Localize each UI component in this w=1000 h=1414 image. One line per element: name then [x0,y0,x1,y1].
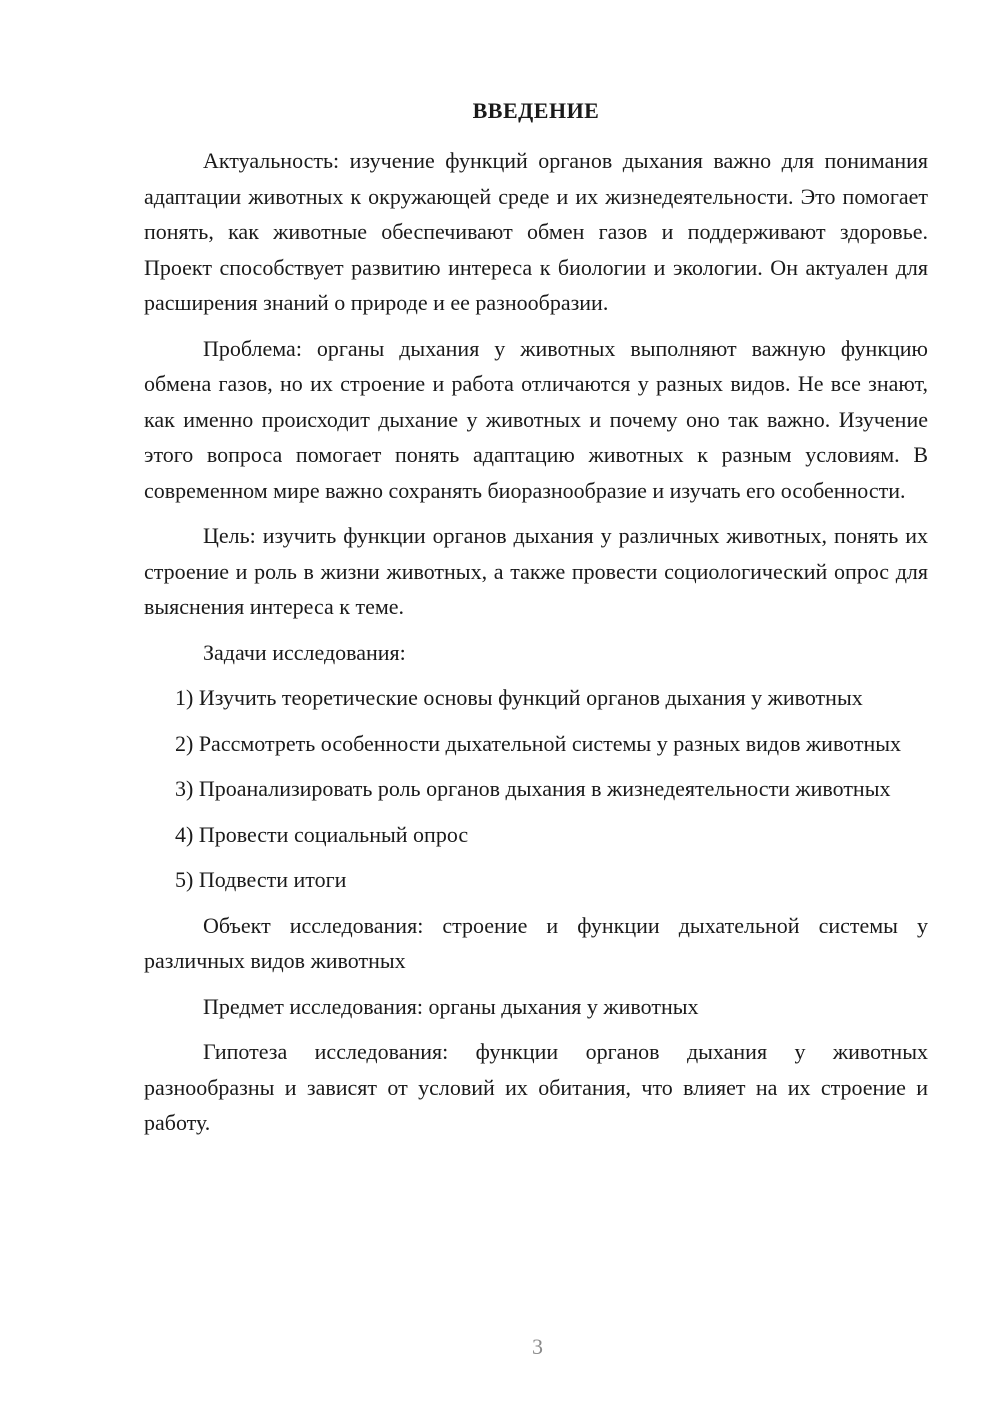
page-title: ВВЕДЕНИЕ [472,98,600,123]
paragraph-subject: Предмет исследования: органы дыхания у животных [203,993,699,1019]
page-number: 3 [532,1334,543,1359]
paragraph-relevance: Актуальность: изучение функций органов дыхания важно для понимания адаптации животных к окружающей среде и их жизнедеятельности. Это помогает понять, как животные обеспечивают обмен газов и поддерживают здоровье. Проект способствует развитию интереса к биологии и экологии. Он актуален для расширения знаний о природе и ее разнообразии. [144,148,928,315]
tasks-heading: Задачи исследования: [203,639,406,665]
paragraph-problem: Проблема: органы дыхания у животных выполняют важную функцию обмена газов, но их строение и работа отличаются у разных видов. Не все знают, как именно происходит дыхание у животных и почему оно так важно. Изучение этого вопроса помогает понять адаптацию животных к разным условиям. В современном мире важно сохранять биоразнообразие и изучать его особенности. [144,335,928,503]
document-page [144,95,928,1151]
paragraph-goal: Цель: изучить функции органов дыхания у различных животных, понять их строение и роль в жизни животных, а также провести социологический опрос для выяснения интереса к теме. [144,523,928,619]
task-item-4: 4) Провести социальный опрос [175,821,469,847]
task-item-2: 2) Рассмотреть особенности дыхательной системы у разных видов животных [175,730,902,756]
task-item-1: 1) Изучить теоретические основы функций органов дыхания у животных [175,685,863,710]
task-item-5: 5) Подвести итоги [175,867,347,892]
paragraph-object: Объект исследования: строение и функции дыхательной системы у различных видов животных [144,912,928,973]
task-item-3: 3) Проанализировать роль органов дыхания в жизнедеятельности животных [175,776,891,801]
paragraph-hypothesis: Гипотеза исследования: функции органов дыхания у животных разнообразны и зависят от условий их обитания, что влияет на их строение и работу. [144,1039,928,1135]
